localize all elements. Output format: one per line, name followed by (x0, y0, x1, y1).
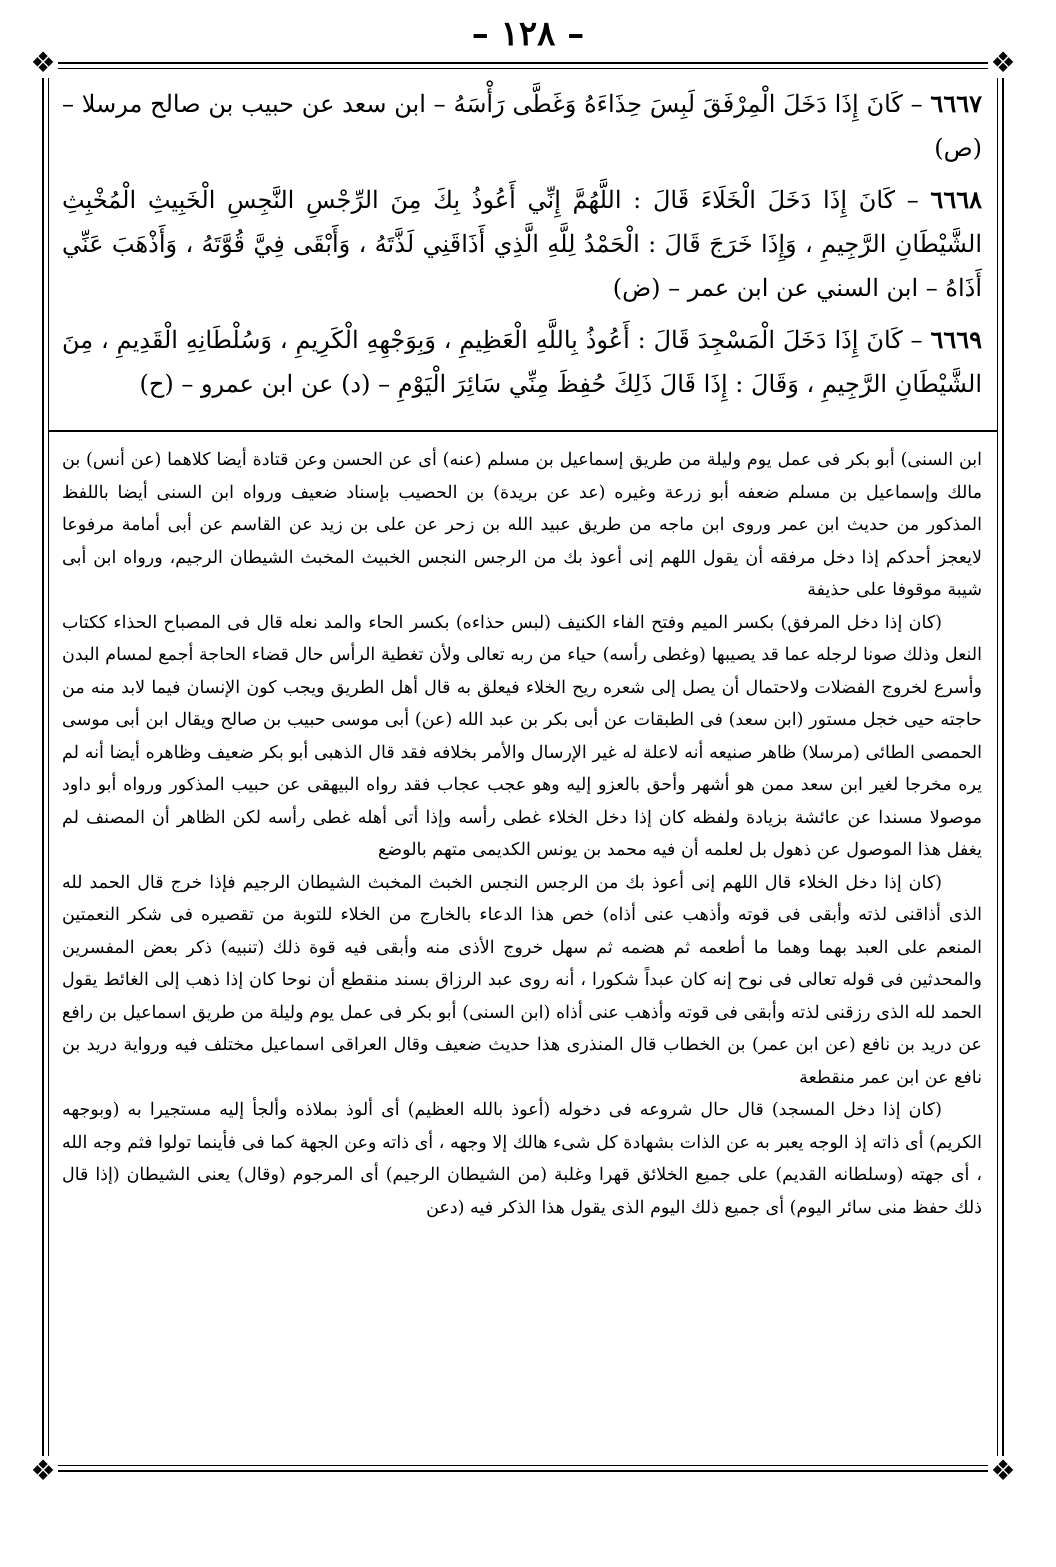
hadith-number: ٦٦٦٧ (930, 89, 982, 118)
hadith-entry (62, 178, 982, 310)
hadith-entry (62, 318, 982, 406)
commentary-paragraph: (كان إذا دخل الخلاء قال اللهم إنى أعوذ بك من الرجس النجس الخبث المخبث الشيطان الرجيم فإذا خرج قال الحمد لله الذى أذاقنى لذته وأبقى فى قوته وأذهب عنى أذاه) خص هذا الدعاء بالخارج من الخلاء للتوبة من تقصيره فى شكر النعمتين المنعم على العبد بهما وهما ما أطعمه ثم هضمه ثم سهل خروج الأذى منه وأبقى فيه قوة ذلك (تنبيه) ذكر بعض المفسرين والمحدثين فى قوله تعالى فى نوح إنه كان عبداً شكورا ، أنه روى عبد الرزاق بسند منقطع أن نوحا كان إذا ذهب إلى الغائط يقول الحمد لله الذى رزقنى لذته وأبقى فى قوته وأذهب عنى أذاه (ابن السنى) أبو بكر فى عمل يوم وليلة من طريق اسماعيل بن رافع عن دريد بن نافع (عن ابن عمر) بن الخطاب قال المنذرى هذا حديث ضعيف وقال العراقى اسماعيل مختلف فيه ورواية دريد بن نافع عن ابن عمر منقطعة (62, 872, 982, 1088)
hadith-text-section (62, 82, 982, 412)
hadith-number: ٦٦٦٨ (930, 185, 982, 214)
page-number: – ١٢٨ – (471, 14, 585, 54)
hadith-number: ٦٦٦٩ (930, 325, 982, 354)
section-divider (48, 430, 998, 432)
hadith-text: – كَانَ إِذَا دَخَلَ الْمَسْجِدَ قَالَ : أَعُوذُ بِاللَّهِ الْعَظِيمِ ، وَبِوَجْهِهِ الْكَرِيمِ ، وَسُلْطَانِهِ الْقَدِيمِ ، مِنَ الشَّيْطَانِ الرَّجِيمِ ، وَقَالَ : إِذَا قَالَ ذَلِكَ حُفِظَ مِنِّي سَائِرَ الْيَوْمِ – (د) عن ابن عمرو – (ح) (62, 326, 982, 398)
corner-ornament-icon: ❖ (988, 1456, 1018, 1486)
hadith-text: – كَانَ إِذَا دَخَلَ الْخَلَاءَ قَالَ : اللَّهُمَّ إِنِّي أَعُوذُ بِكَ مِنَ الرِّجْسِ النَّجِسِ الْخَبِيثِ الْمُخْبِثِ الشَّيْطَانِ الرَّجِيمِ ، وَإِذَا خَرَجَ قَالَ : الْحَمْدُ لِلَّهِ الَّذِي أَذَاقَنِي لَذَّتَهُ ، وَأَبْقَى فِيَّ قُوَّتَهُ ، وَأَذْهَبَ عَنِّي أَذَاهُ – ابن السني عن ابن عمر – (ض) (62, 186, 982, 302)
corner-ornament-icon: ❖ (28, 48, 58, 78)
commentary-section (62, 444, 982, 1454)
hadith-entry (62, 82, 982, 170)
corner-ornament-icon: ❖ (28, 1456, 58, 1486)
hadith-text: – كَانَ إِذَا دَخَلَ الْمِرْفَقَ لَبِسَ حِذَاءَهُ وَغَطَّى رَأْسَهُ – ابن سعد عن حبيب بن صالح مرسلا – (ص) (62, 90, 982, 162)
commentary-paragraph: (كان إذا دخل المسجد) قال حال شروعه فى دخوله (أعوذ بالله العظيم) أى ألوذ بملاذه وألجأ إليه مستجيرا به (وبوجهه الكريم) أى ذاته إذ الوجه يعبر به عن الذات بشهادة كل شىء هالك إلا وجهه ، أى ذاته وعن الجهة كما فى فأينما تولوا فثم وجه الله ، أى جهته (وسلطانه القديم) على جميع الخلائق قهرا وغلبة (من الشيطان الرجيم) أى المرجوم (وقال) يعنى الشيطان (إذا قال ذلك حفظ منى سائر اليوم) أى جميع ذلك اليوم الذى يقول هذا الذكر فيه (دعن (62, 1100, 982, 1218)
corner-ornament-icon: ❖ (988, 48, 1018, 78)
commentary-paragraph: (كان إذا دخل المرفق) بكسر الميم وفتح الفاء الكنيف (لبس حذاءه) بكسر الحاء والمد نعله قال فى المصباح الحذاء ككتاب النعل وذلك صونا لرجله عما قد يصيبها (وغطى رأسه) حياء من ربه تعالى ولأن تغطية الرأس حال قضاء الحاجة أجمع لمسام البدن وأسرع لخروج الفضلات ولاحتمال أن يصل إلى شعره ريح الخلاء فيعلق به قال أهل الطريق ويجب كون الإنسان فيما لابد منه من حاجته حيى خجل مستور (ابن سعد) فى الطبقات عن أبى بكر بن عبد الله (عن) أبى موسى حبيب بن صالح ويقال ابن أبى موسى الحمصى الطائى (مرسلا) ظاهر صنيعه أنه لاعلة له غير الإرسال والأمر بخلافه فقد قال الذهبى أبو بكر ضعيف وظاهره أيضا أنه لم يره مخرجا لغير ابن سعد ممن هو أشهر وأحق بالعزو إليه وهو عجب عجاب فقد رواه البيهقى عن حبيب المذكور ورواه أبو داود موصولا مسندا عن عائشة بزيادة ولفظه كان إذا دخل الخلاء غطى رأسه وإذا أتى أهله غطى رأسه لكن الظاهر أن المصنف لم يغفل هذا الموصول عن ذهول بل لعلمه أن فيه محمد بن يونس الكديمى متهم بالوضع (62, 612, 982, 860)
commentary-paragraph: ابن السنى) أبو بكر فى عمل يوم وليلة من طريق إسماعيل بن مسلم (عنه) أى عن الحسن وعن قتادة أيضا كلاهما (عن أنس) بن مالك وإسماعيل بن مسلم ضعفه أبو زرعة وغيره (عد عن بريدة) بن الحصيب بإسناد ضعيف ورواه ابن السنى أيضا باللفظ المذكور من حديث ابن عمر وروى ابن ماجه من طريق عبيد الله بن زحر عن على بن زيد عن القاسم عن أبى أمامة مرفوعا لايعجز أحدكم إذا دخل مرفقه أن يقول اللهم إنى أعوذ بك من الرجس النجس الخبيث المخبث الشيطان الرجيم، ورواه ابن أبى شيبة موقوفا على حذيفة (62, 450, 982, 600)
